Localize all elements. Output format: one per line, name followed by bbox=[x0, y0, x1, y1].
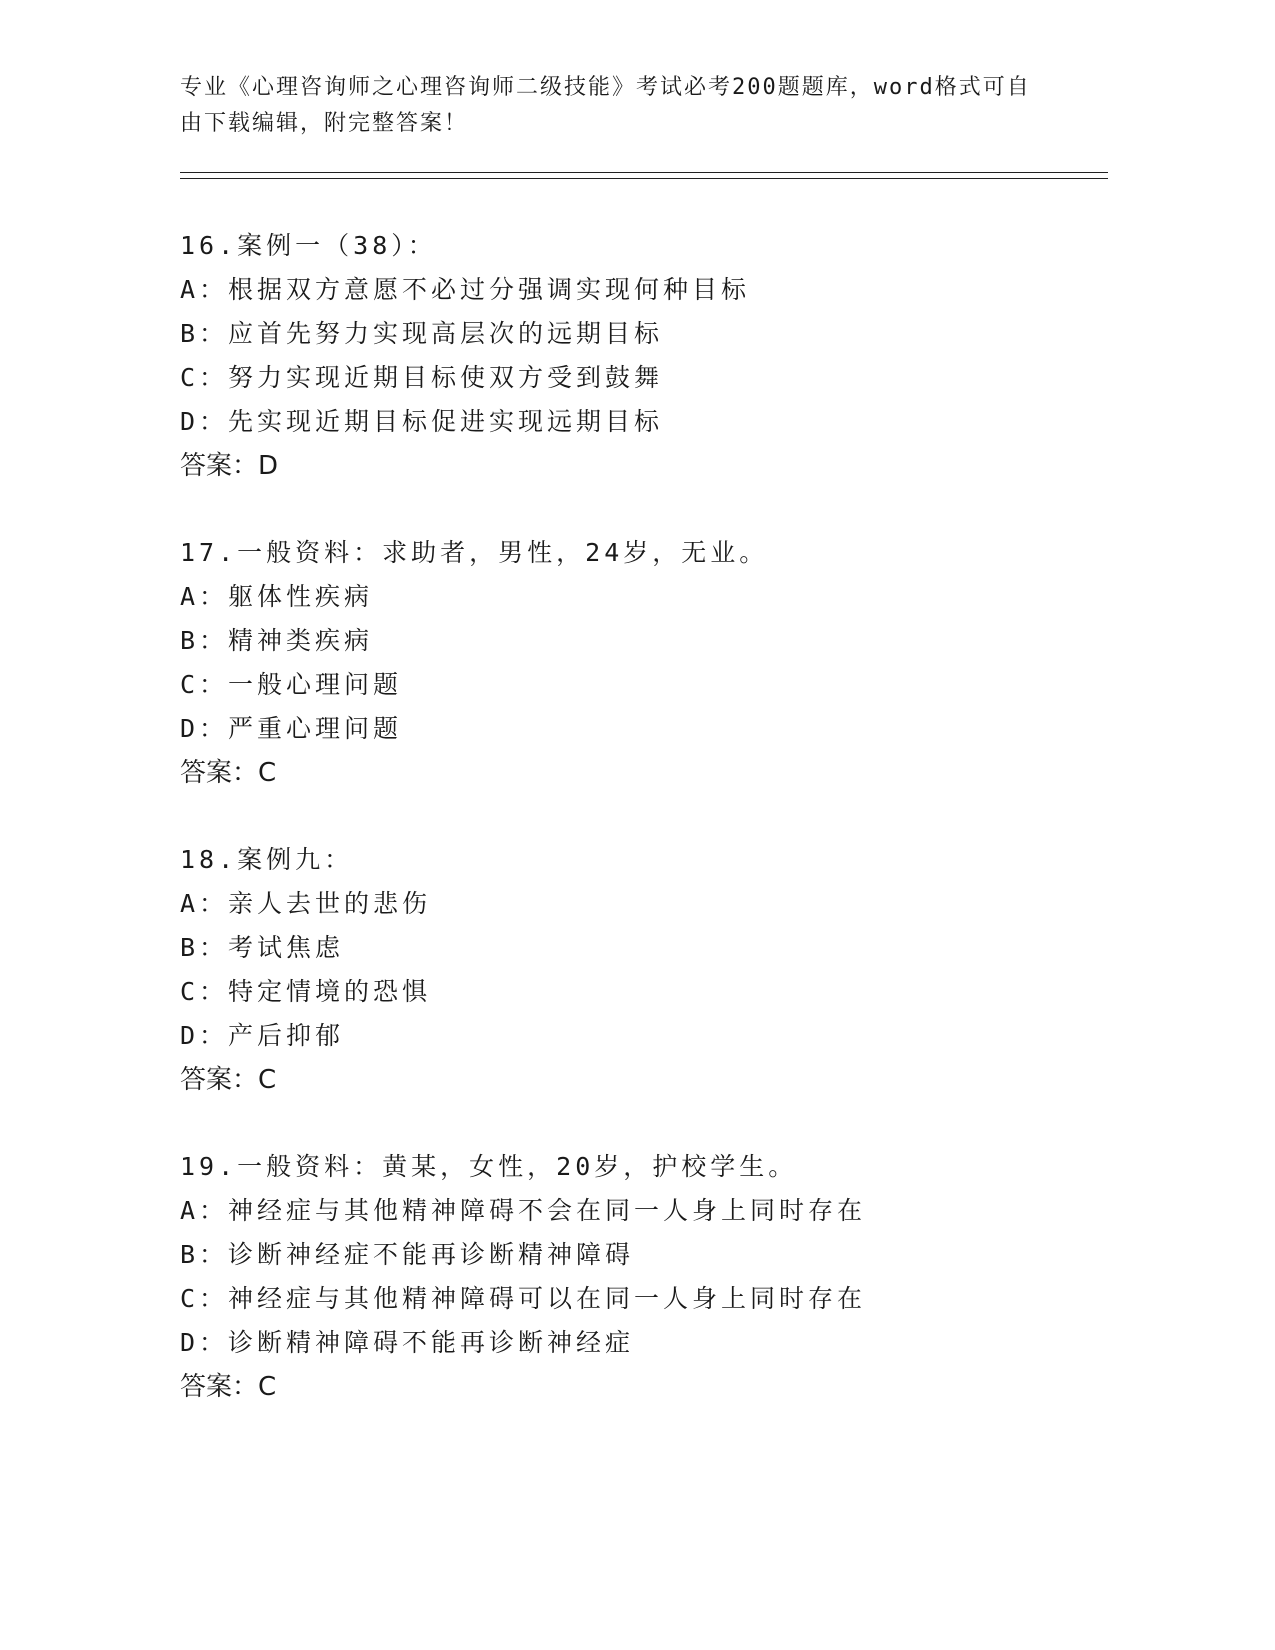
answer: 答案：C bbox=[180, 1065, 277, 1095]
document-header bbox=[180, 70, 1040, 142]
question-18 bbox=[180, 838, 1100, 1102]
question-17 bbox=[180, 531, 1100, 795]
question-list bbox=[180, 224, 1100, 1452]
option-d: D：严重心理问题 bbox=[180, 714, 403, 743]
header-line-2: 由下载编辑，附完整答案！ bbox=[180, 111, 469, 136]
option-c: C：一般心理问题 bbox=[180, 670, 403, 699]
question-16 bbox=[180, 224, 1100, 488]
option-d: D：产后抑郁 bbox=[180, 1021, 345, 1050]
option-a: A：亲人去世的悲伤 bbox=[180, 889, 432, 918]
question-stem: 17.一般资料：求助者，男性，24岁，无业。 bbox=[180, 538, 769, 567]
option-b: B：诊断神经症不能再诊断精神障碍 bbox=[180, 1240, 635, 1269]
answer: 答案：D bbox=[180, 451, 279, 481]
option-d: D：先实现近期目标促进实现远期目标 bbox=[180, 407, 664, 436]
option-c: C：努力实现近期目标使双方受到鼓舞 bbox=[180, 363, 664, 392]
question-stem: 18.案例九： bbox=[180, 845, 354, 874]
option-c: C：特定情境的恐惧 bbox=[180, 977, 432, 1006]
header-line-1: 专业《心理咨询师之心理咨询师二级技能》考试必考200题题库，word格式可自 bbox=[180, 75, 1031, 100]
option-d: D：诊断精神障碍不能再诊断神经症 bbox=[180, 1328, 635, 1357]
answer: 答案：C bbox=[180, 758, 277, 788]
question-stem: 19.一般资料：黄某，女性，20岁，护校学生。 bbox=[180, 1152, 798, 1181]
option-a: A：躯体性疾病 bbox=[180, 582, 374, 611]
header-divider-top bbox=[180, 172, 1108, 173]
option-c: C：神经症与其他精神障碍可以在同一人身上同时存在 bbox=[180, 1284, 867, 1313]
option-a: A：根据双方意愿不必过分强调实现何种目标 bbox=[180, 275, 751, 304]
option-a: A：神经症与其他精神障碍不会在同一人身上同时存在 bbox=[180, 1196, 867, 1225]
option-b: B：精神类疾病 bbox=[180, 626, 374, 655]
answer: 答案：C bbox=[180, 1372, 277, 1402]
question-19 bbox=[180, 1145, 1100, 1409]
option-b: B：应首先努力实现高层次的远期目标 bbox=[180, 319, 664, 348]
option-b: B：考试焦虑 bbox=[180, 933, 345, 962]
question-stem: 16.案例一（38）： bbox=[180, 231, 437, 260]
header-divider-bottom bbox=[180, 178, 1108, 179]
